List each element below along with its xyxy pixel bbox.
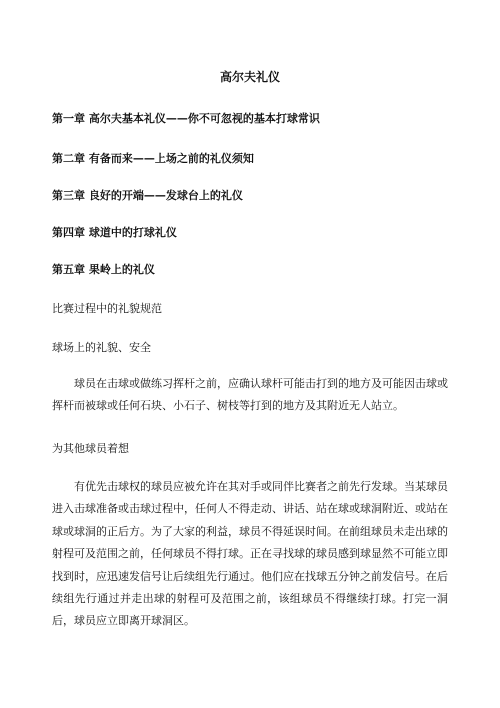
section-heading: 比赛过程中的礼貌规范: [52, 302, 162, 315]
paragraph-safety: 球员在击球或做练习挥杆之前，应确认球杆可能击打到的地方及可能因击球或挥杆而被球或任何石块、小石子、树枝等打到的地方及其附近无人站立。: [52, 377, 448, 413]
chapter-5-heading: 第五章 果岭上的礼仪: [52, 263, 155, 276]
chapter-2-heading: 第二章 有备而来——上场之前的礼仪须知: [52, 152, 254, 165]
chapter-1-heading: 第一章 高尔夫基本礼仪——你不可忽视的基本打球常识: [52, 112, 320, 125]
paragraph-consideration: 有优先击球权的球员应被允许在其对手或同伴比赛者之前先行发球。当某球员进入击球准备或击球过程中，任何人不得走动、讲话、站在球或球洞附近、或站在球或球洞的正后方。为了大家的利益，球员不得延误时间。在前组球员未走出球的射程可及范围之前，任何球员不得打球。正在寻找球的球员感到球显然不可能立即找到时，应迅速发信号让后续组先行通过。他们应在找球五分钟之前发信号。在后续组先行通过并走出球的射程可及范围之前，该组球员不得继续打球。打完一洞后，球员应立即离开球洞区。: [52, 480, 448, 628]
chapter-3-heading: 第三章 良好的开端——发球台上的礼仪: [52, 189, 243, 202]
chapter-4-heading: 第四章 球道中的打球礼仪: [52, 226, 177, 239]
subsection-heading-consideration: 为其他球员着想: [52, 442, 129, 455]
subsection-heading-safety: 球场上的礼貌、安全: [52, 341, 151, 354]
document-title: 高尔夫礼仪: [219, 70, 280, 84]
